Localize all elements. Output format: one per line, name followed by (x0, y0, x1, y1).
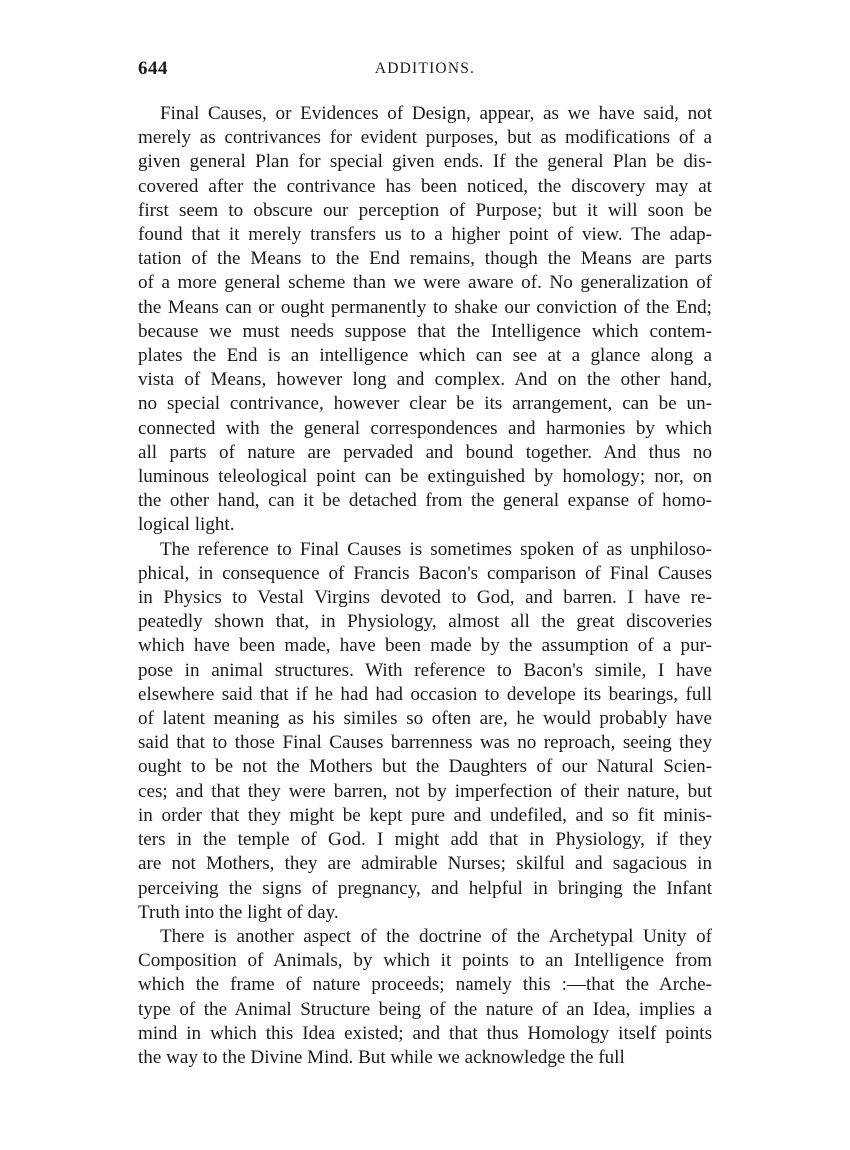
text-line: ces; and that they were barren, not by imperfection of their nature, but (138, 780, 712, 802)
text-line: Final Causes, or Evidences of Design, appear, as we have said, not (160, 103, 712, 124)
page-number: 644 (138, 58, 168, 79)
text-line: because we must needs suppose that the Intelligence which contem- (138, 320, 712, 342)
text-line: tation of the Means to the End remains, though the Means are parts (138, 248, 712, 270)
text-line: Composition of Animals, by which it points to an Intelligence from (138, 950, 712, 972)
text-line: in order that they might be kept pure and undefiled, and so fit minis- (138, 804, 712, 826)
text-line: no special contrivance, however clear be its arrangement, can be un- (138, 393, 712, 415)
paragraph-archetypal-unity (138, 925, 712, 1070)
text-line: type of the Animal Structure being of the nature of an Idea, implies a (138, 998, 712, 1020)
text-line: Truth into the light of day. (138, 901, 339, 923)
text-line: ters in the temple of God. I might add that in Physiology, if they (138, 829, 712, 851)
text-line: are not Mothers, they are admirable Nurses; skilful and sagacious in (138, 853, 712, 875)
text-line: the other hand, can it be detached from the general expanse of homo- (138, 490, 712, 512)
text-line: which the frame of nature proceeds; namely this :—that the Arche- (138, 974, 712, 996)
text-line: said that to those Final Causes barrenness was no reproach, seeing they (138, 732, 712, 754)
page-header (138, 58, 712, 88)
text-line: in Physics to Vestal Virgins devoted to God, and barren. I have re- (138, 587, 712, 609)
text-line: covered after the contrivance has been noticed, the discovery may at (138, 175, 712, 197)
text-line: vista of Means, however long and complex. And on the other hand, (138, 369, 712, 391)
text-line: of a more general scheme than we were aware of. No generalization of (138, 272, 712, 294)
text-line: luminous teleological point can be extinguished by homology; nor, on (138, 466, 712, 488)
text-line: peatedly shown that, in Physiology, almost all the great discoveries (138, 611, 712, 633)
document-page (138, 58, 712, 1070)
text-line: perceiving the signs of pregnancy, and helpful in bringing the Infant (138, 877, 712, 899)
text-line: given general Plan for special given ends. If the general Plan be dis- (138, 151, 712, 173)
text-line: phical, in consequence of Francis Bacon's comparison of Final Causes (138, 562, 712, 584)
paragraph-final-causes (138, 102, 712, 538)
text-line: merely as contrivances for evident purposes, but as modifications of a (138, 127, 712, 149)
text-line: connected with the general correspondences and harmonies by which (138, 417, 712, 439)
text-line: of latent meaning as his similes so often are, he would probably have (138, 708, 712, 730)
text-line: mind in which this Idea existed; and that thus Homology itself points (138, 1022, 712, 1044)
text-line: logical light. (138, 514, 235, 536)
text-line: which have been made, have been made by the assumption of a pur- (138, 635, 712, 657)
text-line: first seem to obscure our perception of Purpose; but it will soon be (138, 199, 712, 221)
running-head: ADDITIONS. (374, 60, 476, 77)
text-line: There is another aspect of the doctrine of the Archetypal Unity of (160, 925, 712, 947)
text-line: elsewhere said that if he had had occasion to develope its bearings, full (138, 683, 712, 705)
text-line: plates the End is an intelligence which can see at a glance along a (138, 345, 712, 367)
text-line: pose in animal structures. With reference to Bacon's simile, I have (138, 659, 712, 681)
text-line: The reference to Final Causes is sometimes spoken of as unphiloso- (160, 538, 712, 560)
text-line: ought to be not the Mothers but the Daughters of our Natural Scien- (138, 756, 712, 778)
text-line: all parts of nature are pervaded and bound together. And thus no (138, 441, 712, 463)
text-line: found that it merely transfers us to a higher point of view. The adap- (138, 224, 712, 246)
text-line: the way to the Divine Mind. But while we acknowledge the full (138, 1046, 625, 1068)
paragraph-bacon-reference (138, 538, 712, 925)
text-line: the Means can or ought permanently to shake our conviction of the End; (138, 296, 712, 318)
